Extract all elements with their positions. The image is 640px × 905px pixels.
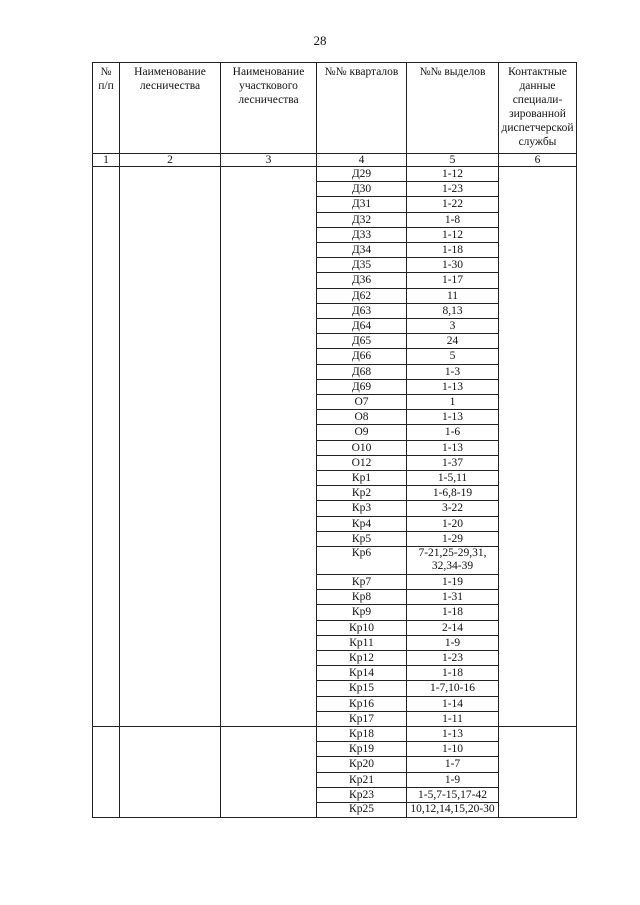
- allotment-cell: 1-5,11: [407, 471, 499, 486]
- allotment-cell: 1-14: [407, 696, 499, 711]
- quarter-cell: Кр5: [317, 531, 407, 546]
- quarter-cell: Кр16: [317, 696, 407, 711]
- allotment-cell: 24: [407, 334, 499, 349]
- table-row: [93, 167, 577, 182]
- header-quarters: №№ кварталов: [317, 63, 407, 154]
- quarter-cell: Д33: [317, 227, 407, 242]
- quarter-cell: Кр10: [317, 620, 407, 635]
- quarter-cell: Д35: [317, 258, 407, 273]
- quarter-cell: Д32: [317, 212, 407, 227]
- allotment-cell: 1-23: [407, 650, 499, 665]
- column-number: 5: [407, 154, 499, 167]
- quarter-cell: О9: [317, 425, 407, 440]
- quarter-cell: Кр1: [317, 471, 407, 486]
- number-cell: [93, 726, 120, 817]
- quarter-cell: Кр8: [317, 590, 407, 605]
- allotment-cell: 1-12: [407, 167, 499, 182]
- quarter-cell: Кр18: [317, 726, 407, 741]
- allotment-cell: 1: [407, 395, 499, 410]
- quarter-cell: Д69: [317, 379, 407, 394]
- dispatch-contacts-cell: [499, 726, 577, 817]
- allotment-cell: 3: [407, 319, 499, 334]
- allotment-cell: 1-20: [407, 516, 499, 531]
- allotment-cell: 1-7,10-16: [407, 681, 499, 696]
- allotment-cell: 2-14: [407, 620, 499, 635]
- allotment-cell: 1-10: [407, 742, 499, 757]
- allotment-cell: 1-13: [407, 379, 499, 394]
- table-block-1: [93, 167, 577, 727]
- quarter-cell: Д29: [317, 167, 407, 182]
- quarter-cell: Кр4: [317, 516, 407, 531]
- quarter-cell: Кр6: [317, 547, 407, 575]
- allotment-cell: 10,12,14,15,20-30: [407, 802, 499, 817]
- allotment-cell: 1-18: [407, 666, 499, 681]
- allotment-cell: 8,13: [407, 303, 499, 318]
- quarter-cell: Кр21: [317, 772, 407, 787]
- allotment-cell: 1-9: [407, 772, 499, 787]
- quarter-cell: О8: [317, 410, 407, 425]
- allotment-cell: 3-22: [407, 501, 499, 516]
- allotment-cell: 1-18: [407, 605, 499, 620]
- allotment-cell: 1-8: [407, 212, 499, 227]
- allotment-cell: 1-5,7-15,17-42: [407, 787, 499, 802]
- allotment-cell: 1-3: [407, 364, 499, 379]
- allotment-cell: 11: [407, 288, 499, 303]
- quarter-cell: Д63: [317, 303, 407, 318]
- district-forestry-cell: [221, 167, 317, 727]
- table-row: [93, 726, 577, 741]
- forestry-cell: [120, 167, 221, 727]
- allotment-cell: 1-29: [407, 531, 499, 546]
- quarter-cell: О12: [317, 455, 407, 470]
- header-dispatch-contacts: Контактные данные специали-зированной диспетчерской службы: [499, 63, 577, 154]
- quarter-cell: Д64: [317, 319, 407, 334]
- allotment-cell: 1-6,8-19: [407, 486, 499, 501]
- header-allotments: №№ выделов: [407, 63, 499, 154]
- allotment-cell: 1-37: [407, 455, 499, 470]
- quarter-cell: О7: [317, 395, 407, 410]
- quarter-cell: Кр19: [317, 742, 407, 757]
- table-block-2: [93, 726, 577, 817]
- allotment-cell: 1-13: [407, 726, 499, 741]
- header-district-forestry-name: Наименование участкового лесничества: [221, 63, 317, 154]
- quarter-cell: Кр20: [317, 757, 407, 772]
- allotment-cell: 1-31: [407, 590, 499, 605]
- quarter-cell: Д66: [317, 349, 407, 364]
- header-number: № п/п: [93, 63, 120, 154]
- dispatch-contacts-cell: [499, 167, 577, 727]
- quarter-cell: Кр3: [317, 501, 407, 516]
- district-forestry-cell: [221, 726, 317, 817]
- quarter-cell: Д65: [317, 334, 407, 349]
- number-cell: [93, 167, 120, 727]
- quarter-cell: Д34: [317, 243, 407, 258]
- quarter-cell: Кр17: [317, 711, 407, 726]
- quarter-cell: Д36: [317, 273, 407, 288]
- header-row: [93, 63, 577, 154]
- quarter-cell: Д31: [317, 197, 407, 212]
- quarter-cell: Д68: [317, 364, 407, 379]
- column-number: 4: [317, 154, 407, 167]
- header-forestry-name: Наименование лесничества: [120, 63, 221, 154]
- allotment-cell: 7-21,25-29,31, 32,34-39: [407, 547, 499, 575]
- quarter-cell: Кр25: [317, 802, 407, 817]
- quarter-cell: Кр11: [317, 635, 407, 650]
- allotment-cell: 1-18: [407, 243, 499, 258]
- column-number: 2: [120, 154, 221, 167]
- allotment-cell: 1-19: [407, 574, 499, 589]
- allotment-cell: 5: [407, 349, 499, 364]
- allotment-cell: 1-12: [407, 227, 499, 242]
- quarter-cell: Кр9: [317, 605, 407, 620]
- allotment-cell: 1-17: [407, 273, 499, 288]
- quarter-cell: Кр12: [317, 650, 407, 665]
- forestry-cell: [120, 726, 221, 817]
- quarter-cell: Кр15: [317, 681, 407, 696]
- allotment-cell: 1-6: [407, 425, 499, 440]
- allotment-cell: 1-30: [407, 258, 499, 273]
- quarter-cell: Д62: [317, 288, 407, 303]
- column-number: 6: [499, 154, 577, 167]
- quarter-cell: Кр14: [317, 666, 407, 681]
- allotment-cell: 1-13: [407, 410, 499, 425]
- allotment-cell: 1-11: [407, 711, 499, 726]
- quarter-cell: Кр7: [317, 574, 407, 589]
- quarter-cell: Кр2: [317, 486, 407, 501]
- quarter-cell: О10: [317, 440, 407, 455]
- page-number: 28: [313, 33, 327, 48]
- allotment-cell: 1-7: [407, 757, 499, 772]
- allotment-cell: 1-22: [407, 197, 499, 212]
- allotment-cell: 1-13: [407, 440, 499, 455]
- quarter-cell: Д30: [317, 182, 407, 197]
- forest-districts-table: [92, 62, 577, 818]
- allotment-cell: 1-9: [407, 635, 499, 650]
- column-number: 1: [93, 154, 120, 167]
- column-number: 3: [221, 154, 317, 167]
- allotment-cell: 1-23: [407, 182, 499, 197]
- quarter-cell: Кр23: [317, 787, 407, 802]
- column-number-row: [93, 154, 577, 167]
